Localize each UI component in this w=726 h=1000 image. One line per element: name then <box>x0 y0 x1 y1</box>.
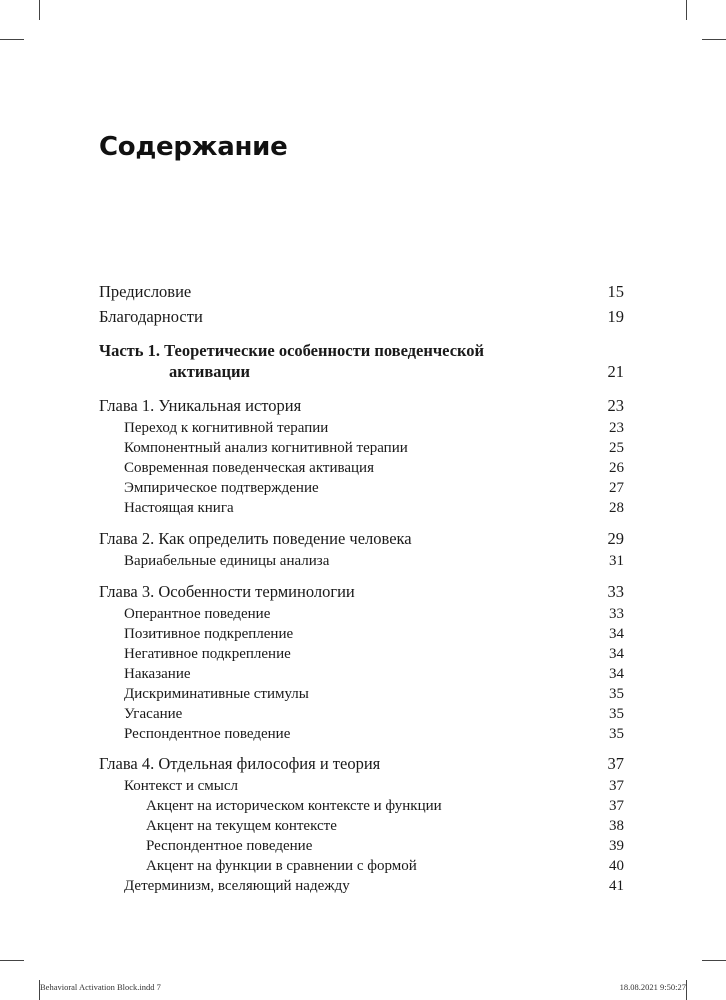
toc-entry-section[interactable] <box>99 706 624 723</box>
crop-mark <box>0 39 24 40</box>
toc-label: Акцент на текущем контексте <box>146 818 337 834</box>
toc-entry-section[interactable] <box>99 606 624 623</box>
toc-page-number: 39 <box>609 838 624 854</box>
toc-label: Негативное подкрепление <box>124 646 291 662</box>
toc-entry-section[interactable] <box>99 626 624 643</box>
toc-label: Вариабельные единицы анализа <box>124 553 330 569</box>
toc-page-number: 19 <box>607 307 624 326</box>
toc-entry-subsection[interactable] <box>99 858 624 875</box>
page-title: Содержание <box>99 132 288 162</box>
toc-entry-chapter[interactable] <box>99 396 624 416</box>
print-footer-filename: Behavioral Activation Block.indd 7 <box>40 982 161 992</box>
toc-entry-part1[interactable] <box>99 341 624 383</box>
toc-entry-section[interactable] <box>99 778 624 795</box>
toc-page-number: 37 <box>607 754 624 773</box>
toc-page-number: 23 <box>609 420 624 436</box>
toc-label: Акцент на функции в сравнении с формой <box>146 858 417 874</box>
toc-page-number: 27 <box>609 480 624 496</box>
toc-page-number: 34 <box>609 626 624 642</box>
toc-page-number: 35 <box>609 726 624 742</box>
crop-mark <box>39 0 40 20</box>
toc-page-number: 28 <box>609 500 624 516</box>
toc-page-number: 34 <box>609 646 624 662</box>
toc-label: Компонентный анализ когнитивной терапии <box>124 440 408 456</box>
toc-entry-section[interactable] <box>99 420 624 437</box>
toc-entry-section[interactable] <box>99 686 624 703</box>
toc-label: Позитивное подкрепление <box>124 626 294 642</box>
toc-entry-chapter[interactable] <box>99 754 624 774</box>
toc-page-number: 26 <box>609 460 624 476</box>
toc-label: Глава 1. Уникальная история <box>99 396 302 415</box>
toc-label: Глава 2. Как определить поведение человека <box>99 529 412 548</box>
toc-entry-section[interactable] <box>99 500 624 517</box>
toc-label: Контекст и смысл <box>124 778 239 794</box>
crop-mark <box>702 39 726 40</box>
toc-page-number: 31 <box>609 553 624 569</box>
toc-entry-thanks[interactable] <box>99 307 624 327</box>
toc-label: Наказание <box>124 666 191 682</box>
toc-page-number: 38 <box>609 818 624 834</box>
toc-entry-section[interactable] <box>99 553 624 570</box>
toc-entry-section[interactable] <box>99 480 624 497</box>
toc-entry-subsection[interactable] <box>99 838 624 855</box>
toc-label: Детерминизм, вселяющий надежду <box>124 878 350 894</box>
toc-page-number: 37 <box>609 778 624 794</box>
toc-label: Глава 3. Особенности терминологии <box>99 582 355 601</box>
toc-entry-section[interactable] <box>99 646 624 663</box>
toc-page-number: 23 <box>607 396 624 415</box>
toc-label: Переход к когнитивной терапии <box>124 420 329 436</box>
toc-page-number: 25 <box>609 440 624 456</box>
toc-label: Респондентное поведение <box>146 838 313 854</box>
toc-page-number: 35 <box>609 686 624 702</box>
toc-label: Глава 4. Отдельная философия и теория <box>99 754 381 773</box>
toc-entry-section[interactable] <box>99 666 624 683</box>
toc-part-title-continued: активации <box>169 362 251 381</box>
toc-page-number: 35 <box>609 706 624 722</box>
toc-entry-section[interactable] <box>99 440 624 457</box>
toc-entry-chapter[interactable] <box>99 582 624 602</box>
toc-label: Эмпирическое подтверждение <box>124 480 319 496</box>
toc-page-number: 21 <box>607 362 624 381</box>
toc-label: Дискриминативные стимулы <box>124 686 309 702</box>
toc-page-number: 29 <box>607 529 624 548</box>
crop-mark <box>0 960 24 961</box>
toc-entry-subsection[interactable] <box>99 798 624 815</box>
toc-entry-section[interactable] <box>99 878 624 895</box>
toc-entry-subsection[interactable] <box>99 818 624 835</box>
crop-mark <box>686 0 687 20</box>
toc-page-number: 40 <box>609 858 624 874</box>
toc-label: Предисловие <box>99 282 192 301</box>
toc-entry-preface[interactable] <box>99 282 624 302</box>
toc-label: Оперантное поведение <box>124 606 271 622</box>
toc-page-number: 41 <box>609 878 624 894</box>
toc-page-number: 15 <box>607 282 624 301</box>
print-footer-timestamp: 18.08.2021 9:50:27 <box>619 982 686 992</box>
toc-page-number: 37 <box>609 798 624 814</box>
toc-label: Респондентное поведение <box>124 726 291 742</box>
toc-label: Настоящая книга <box>124 500 234 516</box>
toc-entry-chapter[interactable] <box>99 529 624 549</box>
toc-page-number: 33 <box>607 582 624 601</box>
toc-label: Угасание <box>124 706 183 722</box>
toc-entry-section[interactable] <box>99 726 624 743</box>
toc-label: Современная поведенческая активация <box>124 460 374 476</box>
toc-page-number: 34 <box>609 666 624 682</box>
crop-mark <box>686 980 687 1000</box>
toc-label: Акцент на историческом контексте и функции <box>146 798 442 814</box>
toc-page-number: 33 <box>609 606 624 622</box>
toc-part-title: Часть 1. Теоретические особенности поведенческой <box>99 341 485 360</box>
toc-label: Благодарности <box>99 307 203 326</box>
crop-mark <box>702 960 726 961</box>
toc-entry-section[interactable] <box>99 460 624 477</box>
